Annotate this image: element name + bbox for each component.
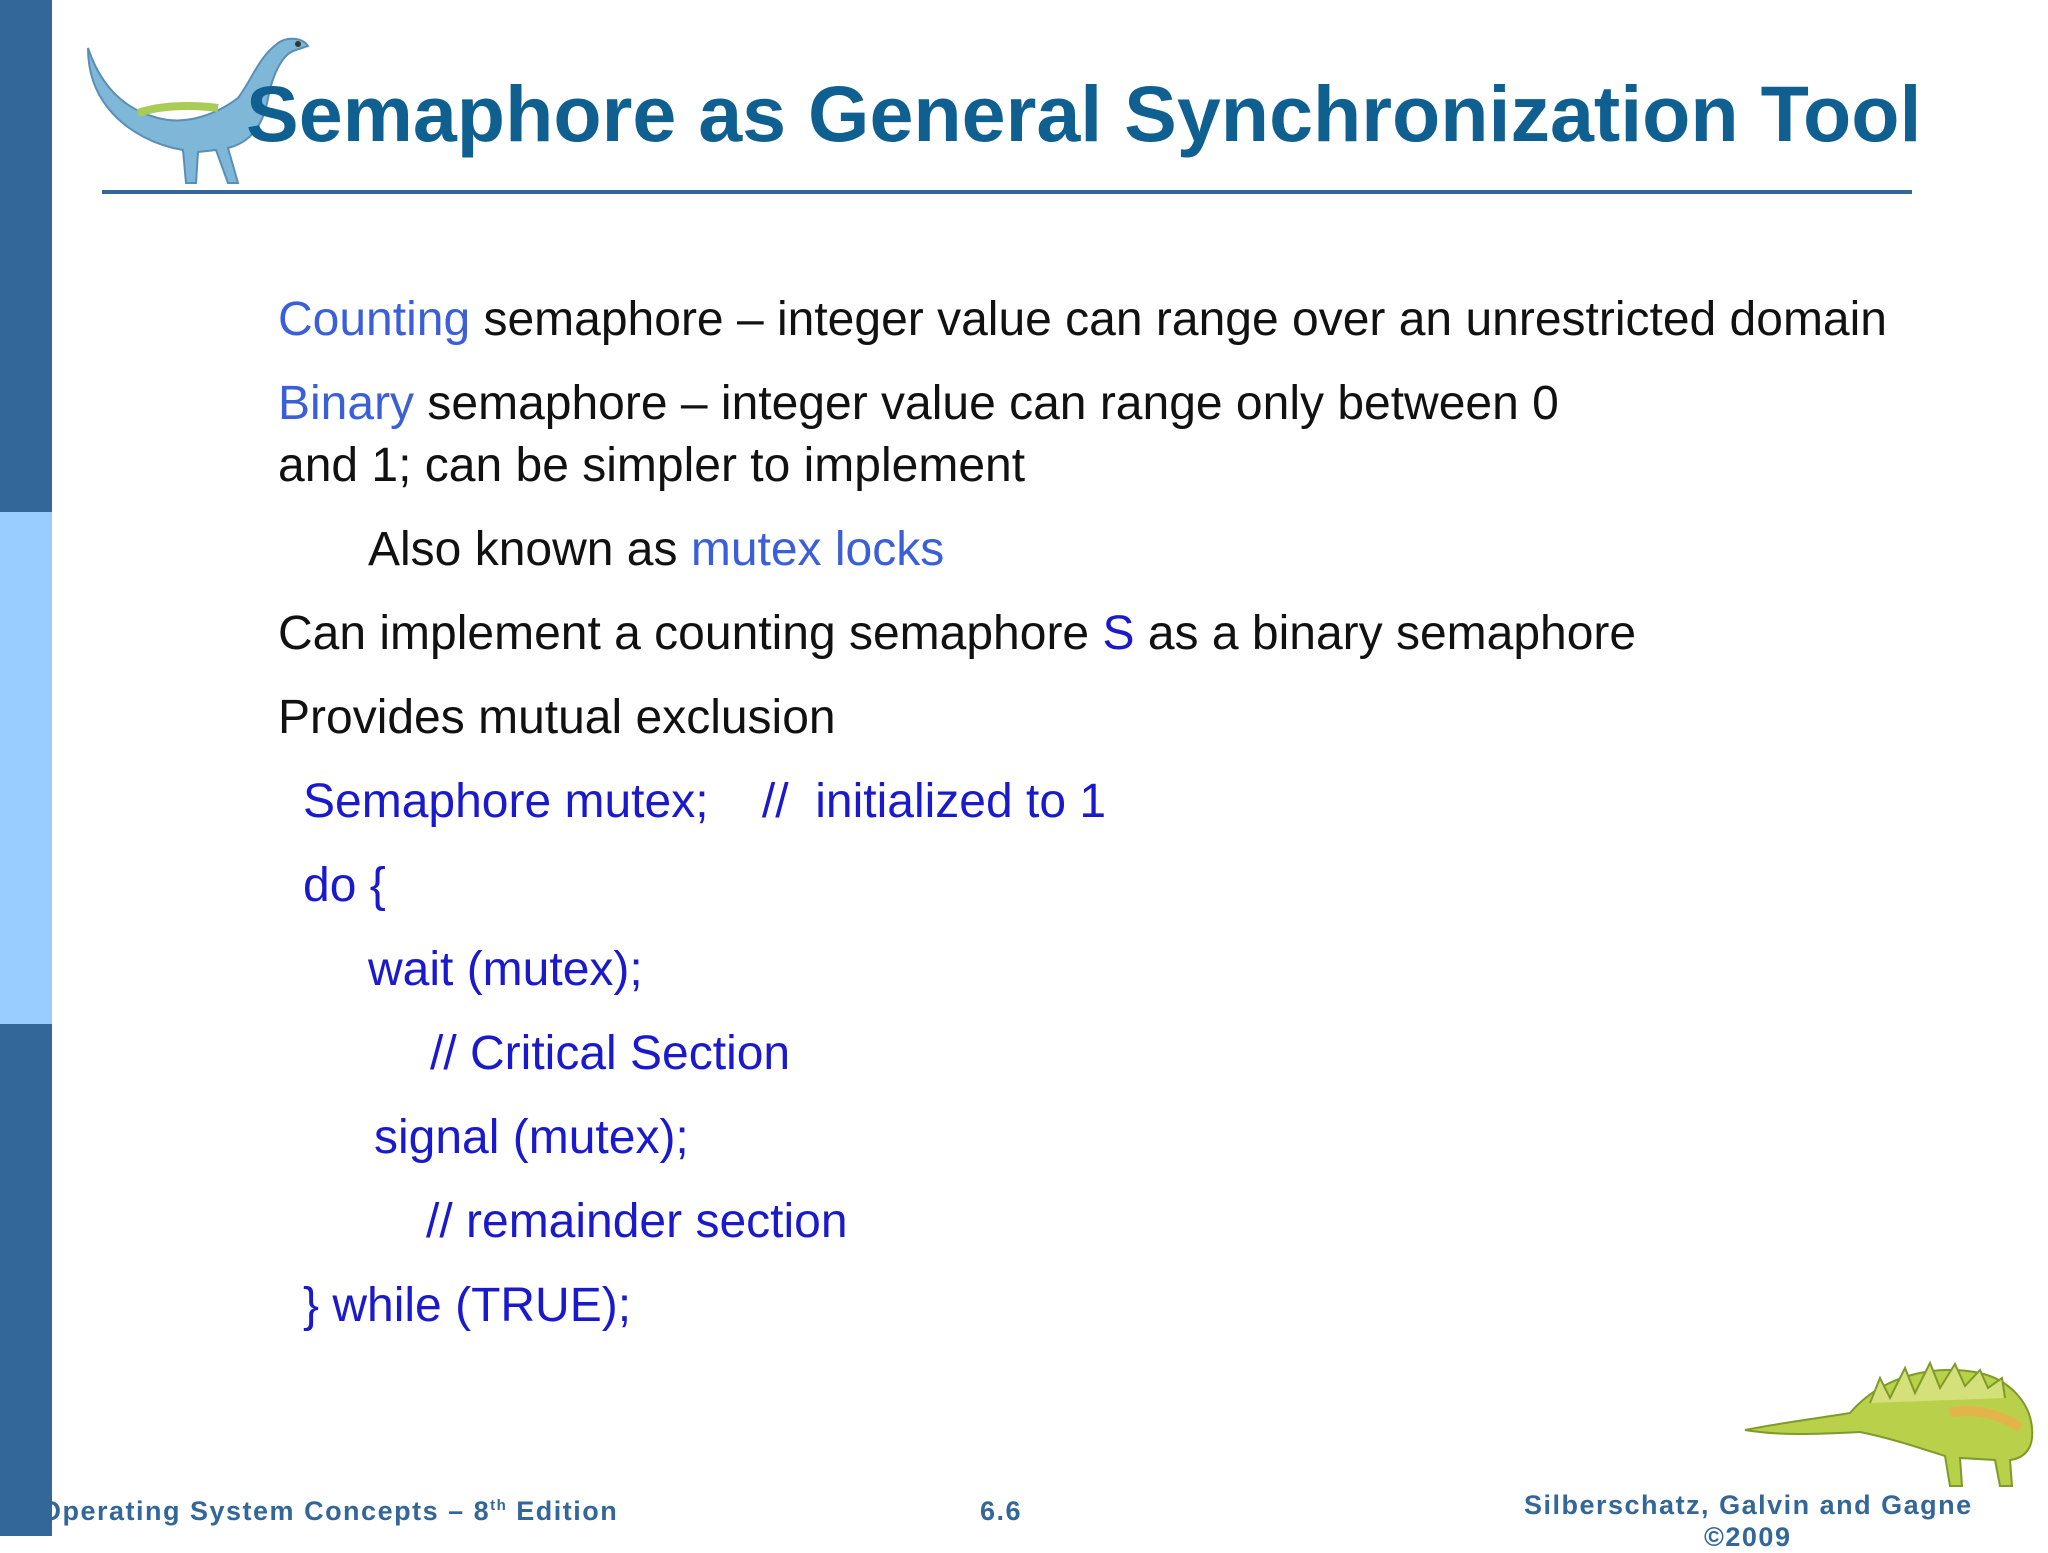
bullet-counting-as-binary <box>278 604 1636 664</box>
footer-edition-superscript: th <box>490 1497 508 1514</box>
footer-authors: Silberschatz, Galvin and Gagne <box>1524 1490 1973 1520</box>
code-line-wait: wait (mutex); <box>368 943 643 996</box>
stegosaurus-icon <box>1740 1318 2040 1488</box>
bullet-counting <box>278 290 1887 350</box>
code-line-signal: signal (mutex); <box>374 1111 689 1164</box>
term-mutex-locks: mutex locks <box>690 523 945 576</box>
code-line-declaration: Semaphore mutex; // initialized to 1 <box>303 775 1107 828</box>
term-binary: Binary <box>278 377 415 430</box>
code-line-critical-section: // Critical Section <box>430 1027 791 1080</box>
bullet-binary-continued: and 1; can be simpler to implement <box>278 439 1026 492</box>
sidebar-band-top <box>0 0 52 512</box>
footer-book-title-suffix: Edition <box>507 1496 619 1526</box>
bullet-mutual-exclusion: Provides mutual exclusion <box>278 691 836 744</box>
code-line-do: do { <box>303 859 386 912</box>
bullet-binary <box>278 374 1559 434</box>
term-s: S <box>1102 607 1135 660</box>
footer-book-title <box>40 1496 618 1527</box>
bullet-prefix: Can implement a counting semaphore <box>278 607 1103 660</box>
code-line-while: } while (TRUE); <box>303 1279 632 1332</box>
code-line-remainder: // remainder section <box>426 1195 848 1248</box>
term-counting: Counting <box>278 293 471 346</box>
title-divider <box>102 190 1912 194</box>
footer-book-title-main: Operating System Concepts – 8 <box>40 1496 491 1526</box>
sub-bullet-prefix: Also known as <box>368 523 691 576</box>
bullet-suffix: as a binary semaphore <box>1134 607 1637 660</box>
footer-page-number: 6.6 <box>980 1496 1023 1526</box>
slide-title: Semaphore as General Synchronization Tool <box>246 69 1922 158</box>
bullet-counting-text: semaphore – integer value can range over an unrestricted domain <box>470 293 1887 346</box>
bullet-binary-text: semaphore – integer value can range only between 0 <box>414 377 1559 430</box>
sidebar-band-middle <box>0 512 52 1024</box>
footer-copyright: ©2009 <box>1704 1522 1792 1552</box>
sub-bullet-mutex-locks <box>368 520 944 580</box>
sidebar-band-bottom <box>0 1024 52 1536</box>
